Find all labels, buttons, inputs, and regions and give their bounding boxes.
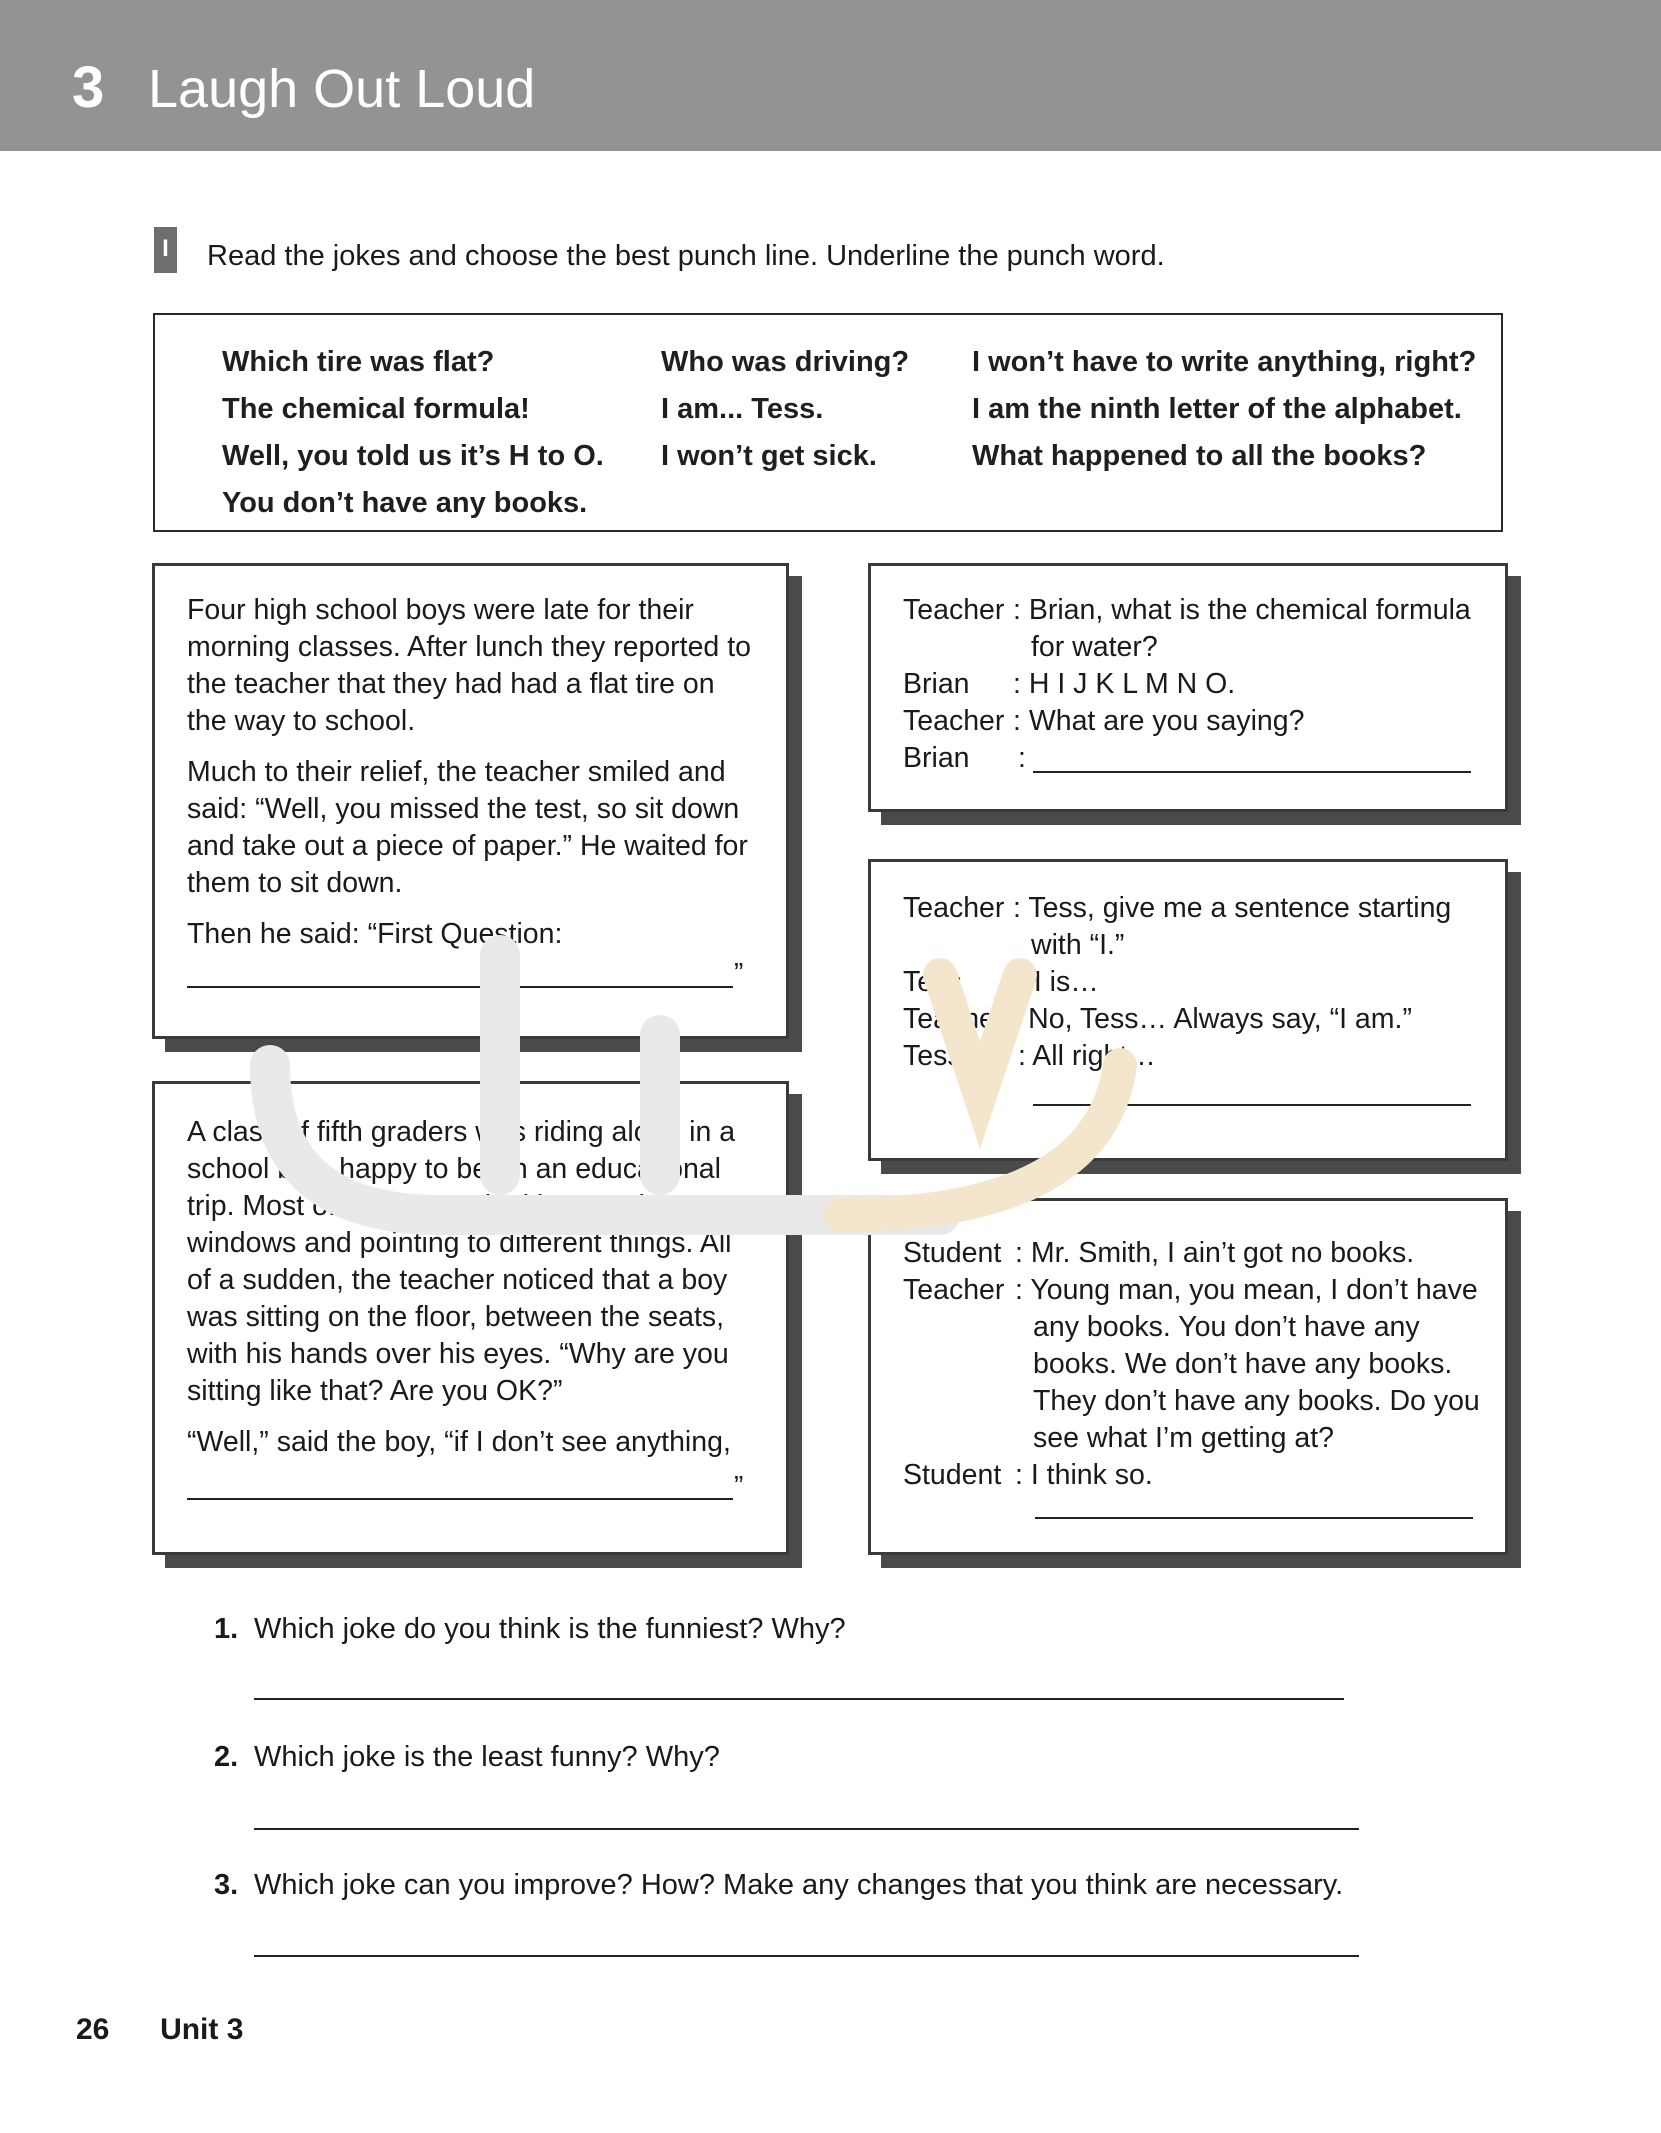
speaker: Student — [903, 1459, 1002, 1491]
closing-quote: ” — [734, 1470, 744, 1501]
dialogue-line: : Brian, what is the chemical formula — [1013, 594, 1471, 626]
answer-line[interactable] — [1033, 1104, 1471, 1106]
option: Who was driving? — [661, 346, 910, 378]
question-2 — [214, 1741, 720, 1774]
unit-label: Unit 3 — [160, 2013, 244, 2046]
dialogue-line: see what I’m getting at? — [1033, 1422, 1335, 1454]
answer-line[interactable] — [1035, 1517, 1473, 1519]
answer-line[interactable] — [254, 1955, 1359, 1957]
dialogue-line: with “I.” — [1031, 929, 1125, 961]
options-column-1 — [222, 339, 604, 527]
dialogue-line: : Tess, give me a sentence starting — [1013, 892, 1452, 924]
dialogue-line: : What are you saying? — [1013, 705, 1305, 737]
dialogue-line: : — [1018, 742, 1026, 774]
speaker: Teacher — [903, 594, 1005, 626]
dialogue-line: : Young man, you mean, I don’t have — [1015, 1274, 1478, 1306]
option: The chemical formula! — [222, 393, 530, 425]
question-text: Which joke is the least funny? Why? — [254, 1741, 720, 1773]
dialogue-line: for water? — [1031, 631, 1158, 663]
option: What happened to all the books? — [972, 440, 1427, 472]
question-number: 1. — [214, 1613, 239, 1645]
speaker: Brian — [903, 668, 970, 700]
answer-line[interactable] — [187, 1498, 733, 1500]
joke-paragraph: Then he said: “First Question: — [187, 918, 563, 950]
answer-line[interactable] — [187, 986, 733, 988]
punchline-options-box — [153, 313, 1503, 532]
unit-header — [0, 0, 1661, 151]
joke-paragraph: Four high school boys were late for their morning classes. After lunch they reported to the teacher that they had had a flat tire on the way to school. — [187, 594, 751, 737]
question-number: 2. — [214, 1741, 239, 1773]
joke-card-chemical-formula — [868, 563, 1508, 812]
page-number: 26 — [76, 2013, 110, 2046]
speaker: Tess — [903, 966, 962, 998]
dialogue-line: They don’t have any books. Do you — [1033, 1385, 1480, 1417]
dialogue-line: Teacher : No, Tess… Always say, “I am.” — [903, 1003, 1412, 1035]
dialogue-line: : I is… — [1018, 966, 1099, 998]
joke-card-no-books — [868, 1198, 1508, 1555]
options-column-3 — [972, 339, 1476, 480]
joke-card-school-bus — [152, 1081, 789, 1555]
option: Which tire was flat? — [222, 346, 495, 378]
option: I won’t get sick. — [661, 440, 877, 472]
option: I won’t have to write anything, right? — [972, 346, 1477, 378]
question-1 — [214, 1613, 846, 1646]
joke-paragraph: “Well,” said the boy, “if I don’t see anything, — [187, 1426, 731, 1458]
dialogue-line: : I think so. — [1015, 1459, 1153, 1491]
option: You don’t have any books. — [222, 487, 588, 519]
speaker: Teacher — [903, 892, 1005, 924]
answer-line[interactable] — [1033, 771, 1471, 773]
dialogue-line: : H I J K L M N O. — [1013, 668, 1236, 700]
joke-card-tess — [868, 859, 1508, 1161]
options-column-2 — [661, 339, 909, 480]
dialogue-line: any books. You don’t have any — [1033, 1311, 1420, 1343]
joke-paragraph: A class of fifth graders was riding along in a school bus, happy to be on an educational trip. Most of them were looking out the windows and pointing to different things. All of a sudden, the teacher noticed that a boy was sitting on the floor, between the seats, with his hands over his eyes. “Why are you sitting like that? Are you OK?” — [187, 1116, 736, 1407]
speaker: Tess — [903, 1040, 962, 1072]
option: I am the ninth letter of the alphabet. — [972, 393, 1462, 425]
question-text: Which joke can you improve? How? Make any changes that you think are necessary. — [254, 1869, 1344, 1901]
unit-title: Laugh Out Loud — [148, 59, 536, 119]
question-number: 3. — [214, 1869, 239, 1901]
answer-line[interactable] — [254, 1828, 1359, 1830]
answer-line[interactable] — [254, 1698, 1344, 1700]
dialogue-line: : All right… — [1018, 1040, 1156, 1072]
dialogue-line: : Mr. Smith, I ain’t got no books. — [1015, 1237, 1415, 1269]
option: I am... Tess. — [661, 393, 824, 425]
joke-paragraph: Much to their relief, the teacher smiled and said: “Well, you missed the test, so sit down and take out a piece of paper.” He waited for them to sit down. — [187, 756, 748, 899]
speaker: Teacher — [903, 1274, 1005, 1306]
joke-card-flat-tire — [152, 563, 789, 1039]
unit-number: 3 — [72, 55, 105, 120]
option: Well, you told us it’s H to O. — [222, 440, 604, 472]
speaker: Teacher — [903, 705, 1005, 737]
page-footer — [76, 2013, 243, 2047]
question-text: Which joke do you think is the funniest? Why? — [254, 1613, 846, 1645]
dialogue-line: books. We don’t have any books. — [1033, 1348, 1453, 1380]
closing-quote: ” — [734, 957, 744, 988]
question-3 — [214, 1869, 1343, 1902]
exercise-marker: I — [154, 227, 177, 273]
exercise-instruction: Read the jokes and choose the best punch line. Underline the punch word. — [207, 240, 1165, 272]
speaker: Student — [903, 1237, 1002, 1269]
speaker: Brian — [903, 742, 970, 774]
